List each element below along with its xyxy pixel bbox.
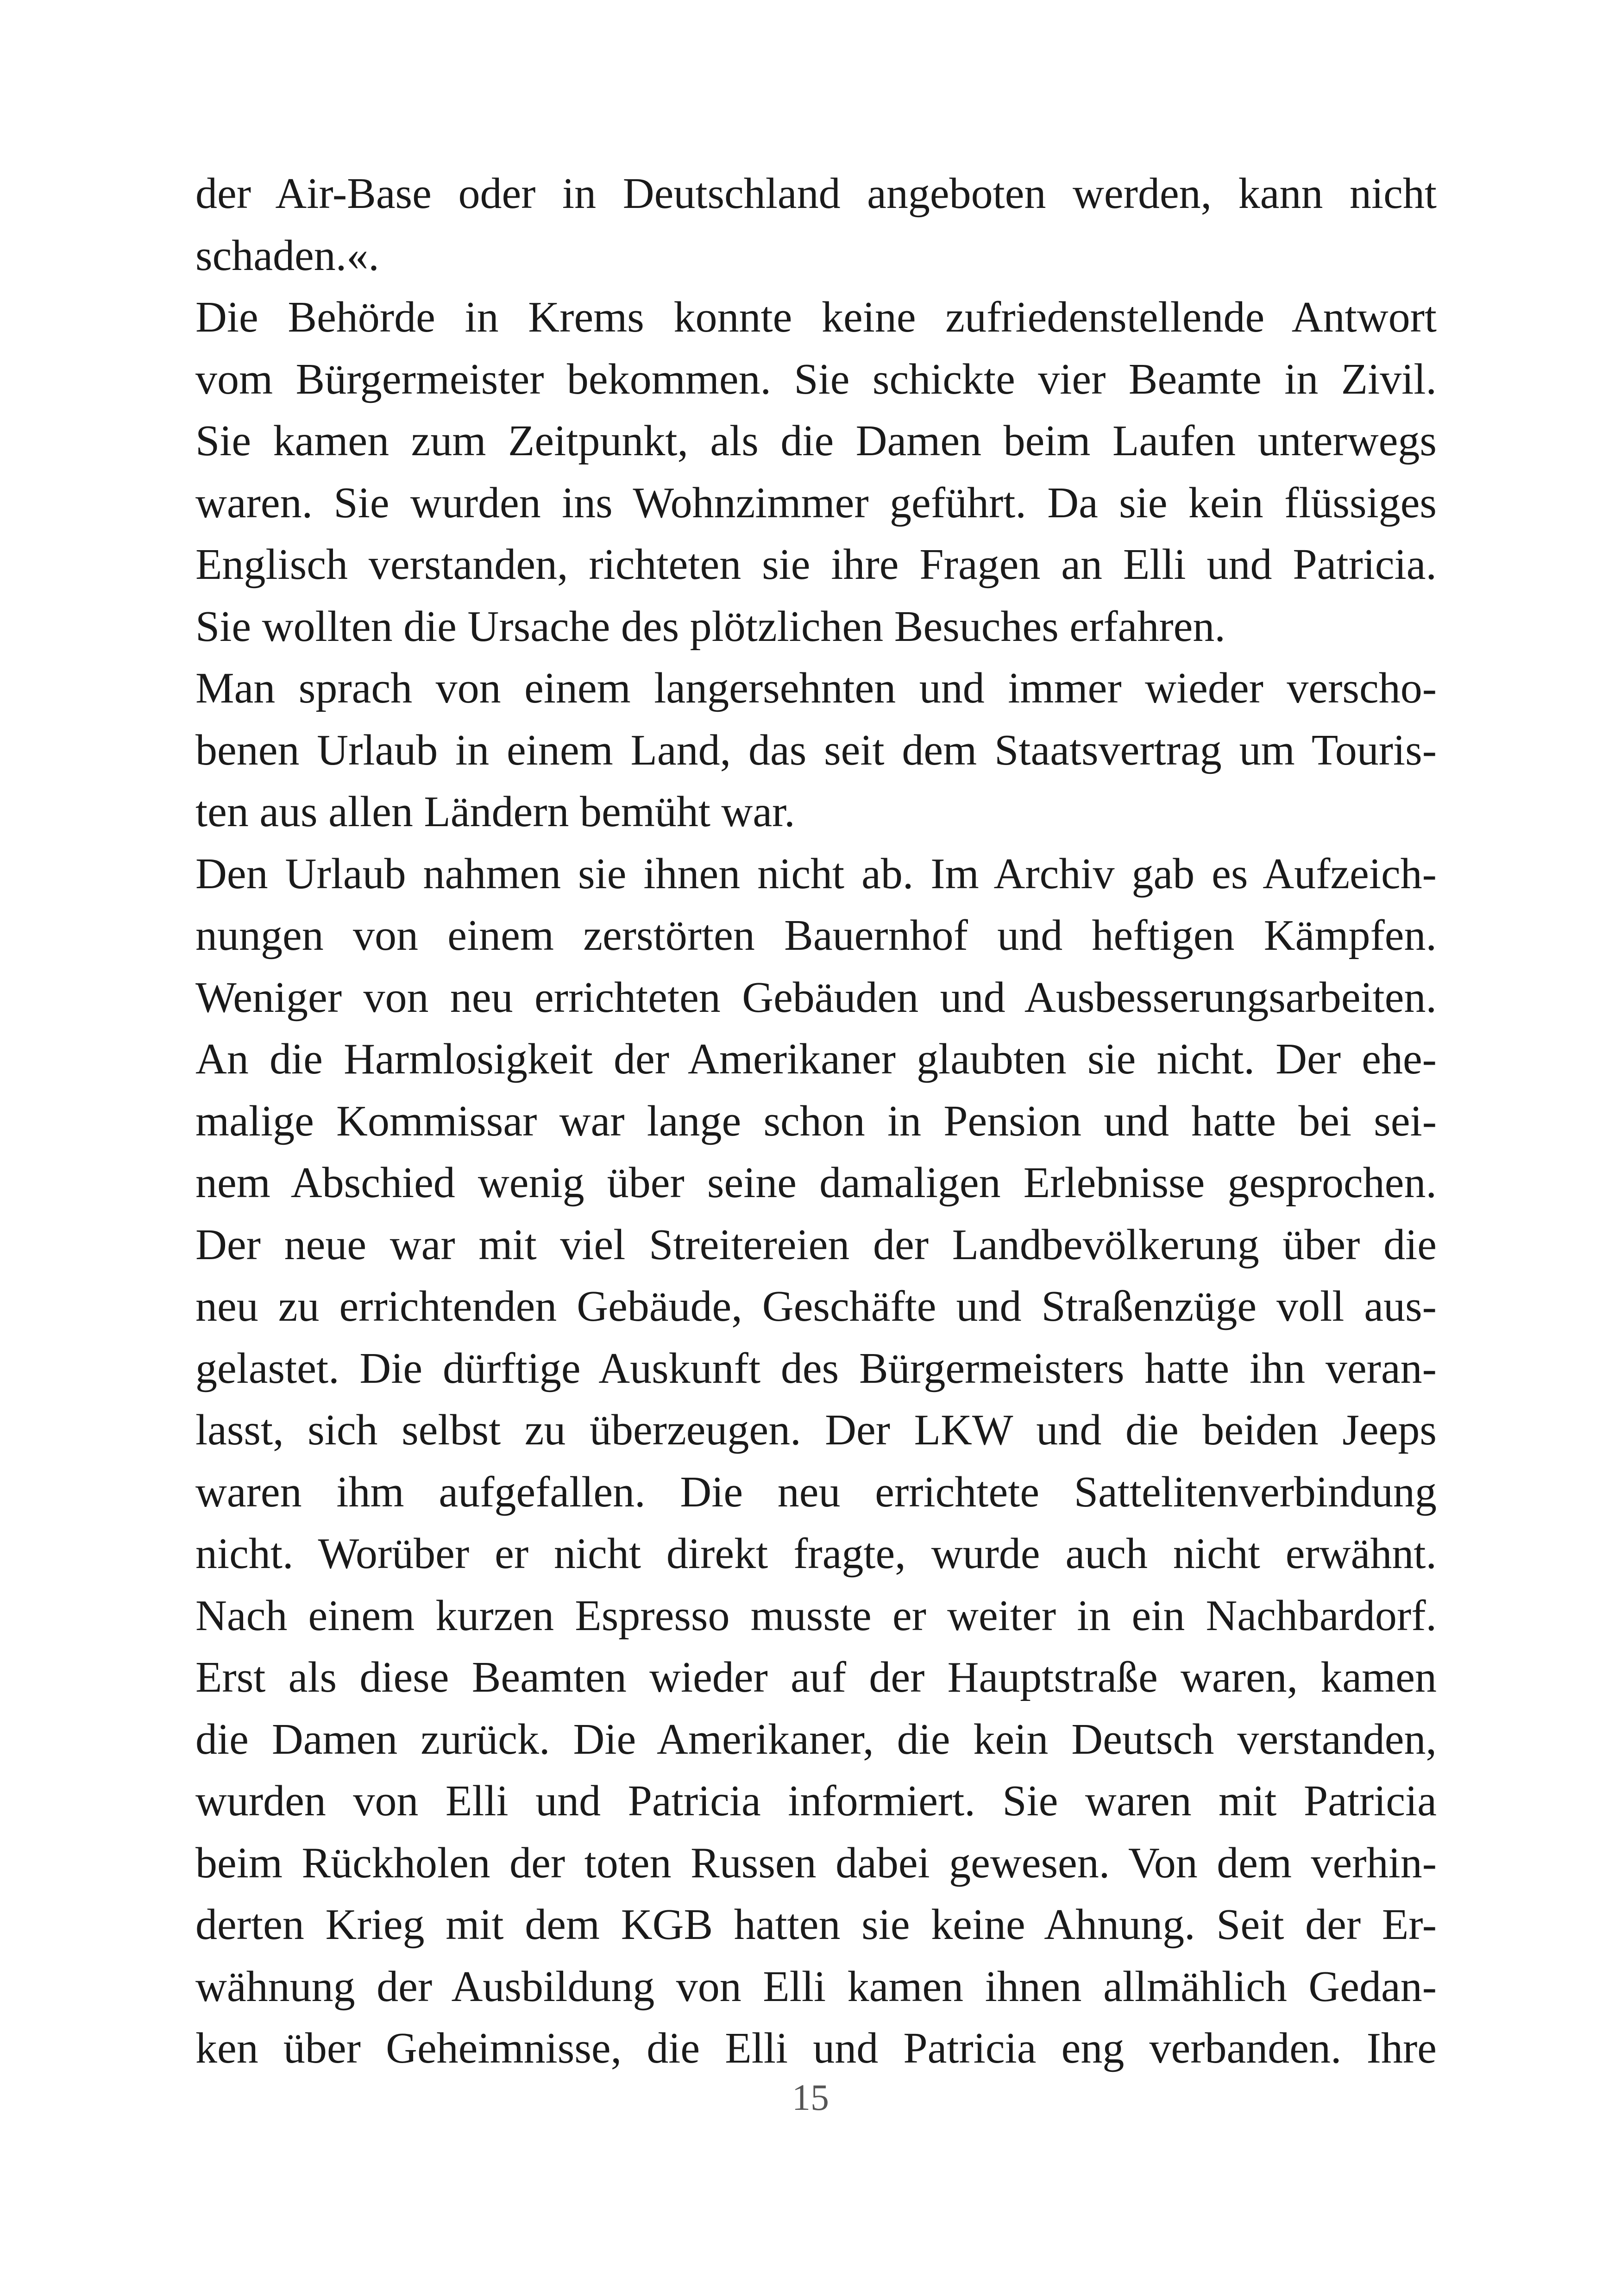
text-line: lasst, sich selbst zu überzeugen. Der LKW und die beiden Jeeps (195, 1406, 1437, 1454)
text-line: Nach einem kurzen Espresso musste er weiter in ein Nachbardorf. (195, 1591, 1437, 1640)
text-line: nungen von einem zerstörten Bauernhof und heftigen Kämpfen. (195, 911, 1437, 960)
text-line: Sie wollten die Ursache des plötzlichen Besuches erfahren. (195, 602, 1225, 651)
text-line: derten Krieg mit dem KGB hatten sie keine Ahnung. Seit der Er- (195, 1901, 1437, 1949)
text-line: wähnung der Ausbildung von Elli kamen ihnen allmählich Gedan- (195, 1962, 1437, 2011)
text-line: Erst als diese Beamten wieder auf der Hauptstraße waren, kamen (195, 1653, 1437, 1701)
text-line: nicht. Worüber er nicht direkt fragte, wurde auch nicht erwähnt. (195, 1530, 1437, 1578)
text-line: malige Kommissar war lange schon in Pension und hatte bei sei- (195, 1097, 1437, 1145)
text-line: Man sprach von einem langersehnten und immer wieder verscho- (195, 664, 1437, 712)
text-line: ten aus allen Ländern bemüht war. (195, 788, 795, 836)
text-line: wurden von Elli und Patricia informiert. Sie waren mit Patricia (195, 1777, 1437, 1825)
text-line: Der neue war mit viel Streitereien der Landbevölkerung über die (195, 1220, 1437, 1269)
text-line: An die Harmlosigkeit der Amerikaner glaubten sie nicht. Der ehe- (195, 1035, 1437, 1083)
text-line: schaden.«. (195, 231, 379, 280)
text-line: Englisch verstanden, richteten sie ihre Fragen an Elli und Patricia. (195, 540, 1437, 589)
text-line: ken über Geheimnisse, die Elli und Patricia eng verbanden. Ihre (195, 2024, 1437, 2072)
text-line: neu zu errichtenden Gebäude, Geschäfte und Straßenzüge voll aus- (195, 1282, 1437, 1330)
text-line: benen Urlaub in einem Land, das seit dem Staatsvertrag um Touris- (195, 726, 1437, 774)
text-line: Den Urlaub nahmen sie ihnen nicht ab. Im Archiv gab es Aufzeich- (195, 849, 1437, 898)
text-line: beim Rückholen der toten Russen dabei gewesen. Von dem verhin- (195, 1838, 1437, 1887)
text-line: vom Bürgermeister bekommen. Sie schickte vier Beamte in Zivil. (195, 355, 1437, 403)
body-text (195, 163, 1437, 2080)
text-line: der Air-Base oder in Deutschland angeboten werden, kann nicht (195, 169, 1437, 218)
text-line: Sie kamen zum Zeitpunkt, als die Damen beim Laufen unterwegs (195, 417, 1437, 465)
text-line: nem Abschied wenig über seine damaligen Erlebnisse gesprochen. (195, 1159, 1437, 1207)
text-line: Weniger von neu errichteten Gebäuden und Ausbesserungsarbeiten. (195, 973, 1437, 1022)
text-line: die Damen zurück. Die Amerikaner, die kein Deutsch verstanden, (195, 1715, 1437, 1763)
text-line: gelastet. Die dürftige Auskunft des Bürgermeisters hatte ihn veran- (195, 1344, 1437, 1393)
page-number: 15 (792, 2077, 829, 2118)
text-line: waren ihm aufgefallen. Die neu errichtete Sattelitenverbindung (195, 1468, 1437, 1516)
text-line: waren. Sie wurden ins Wohnzimmer geführt. Da sie kein flüssiges (195, 478, 1437, 527)
text-line: Die Behörde in Krems konnte keine zufriedenstellende Antwort (195, 293, 1437, 341)
